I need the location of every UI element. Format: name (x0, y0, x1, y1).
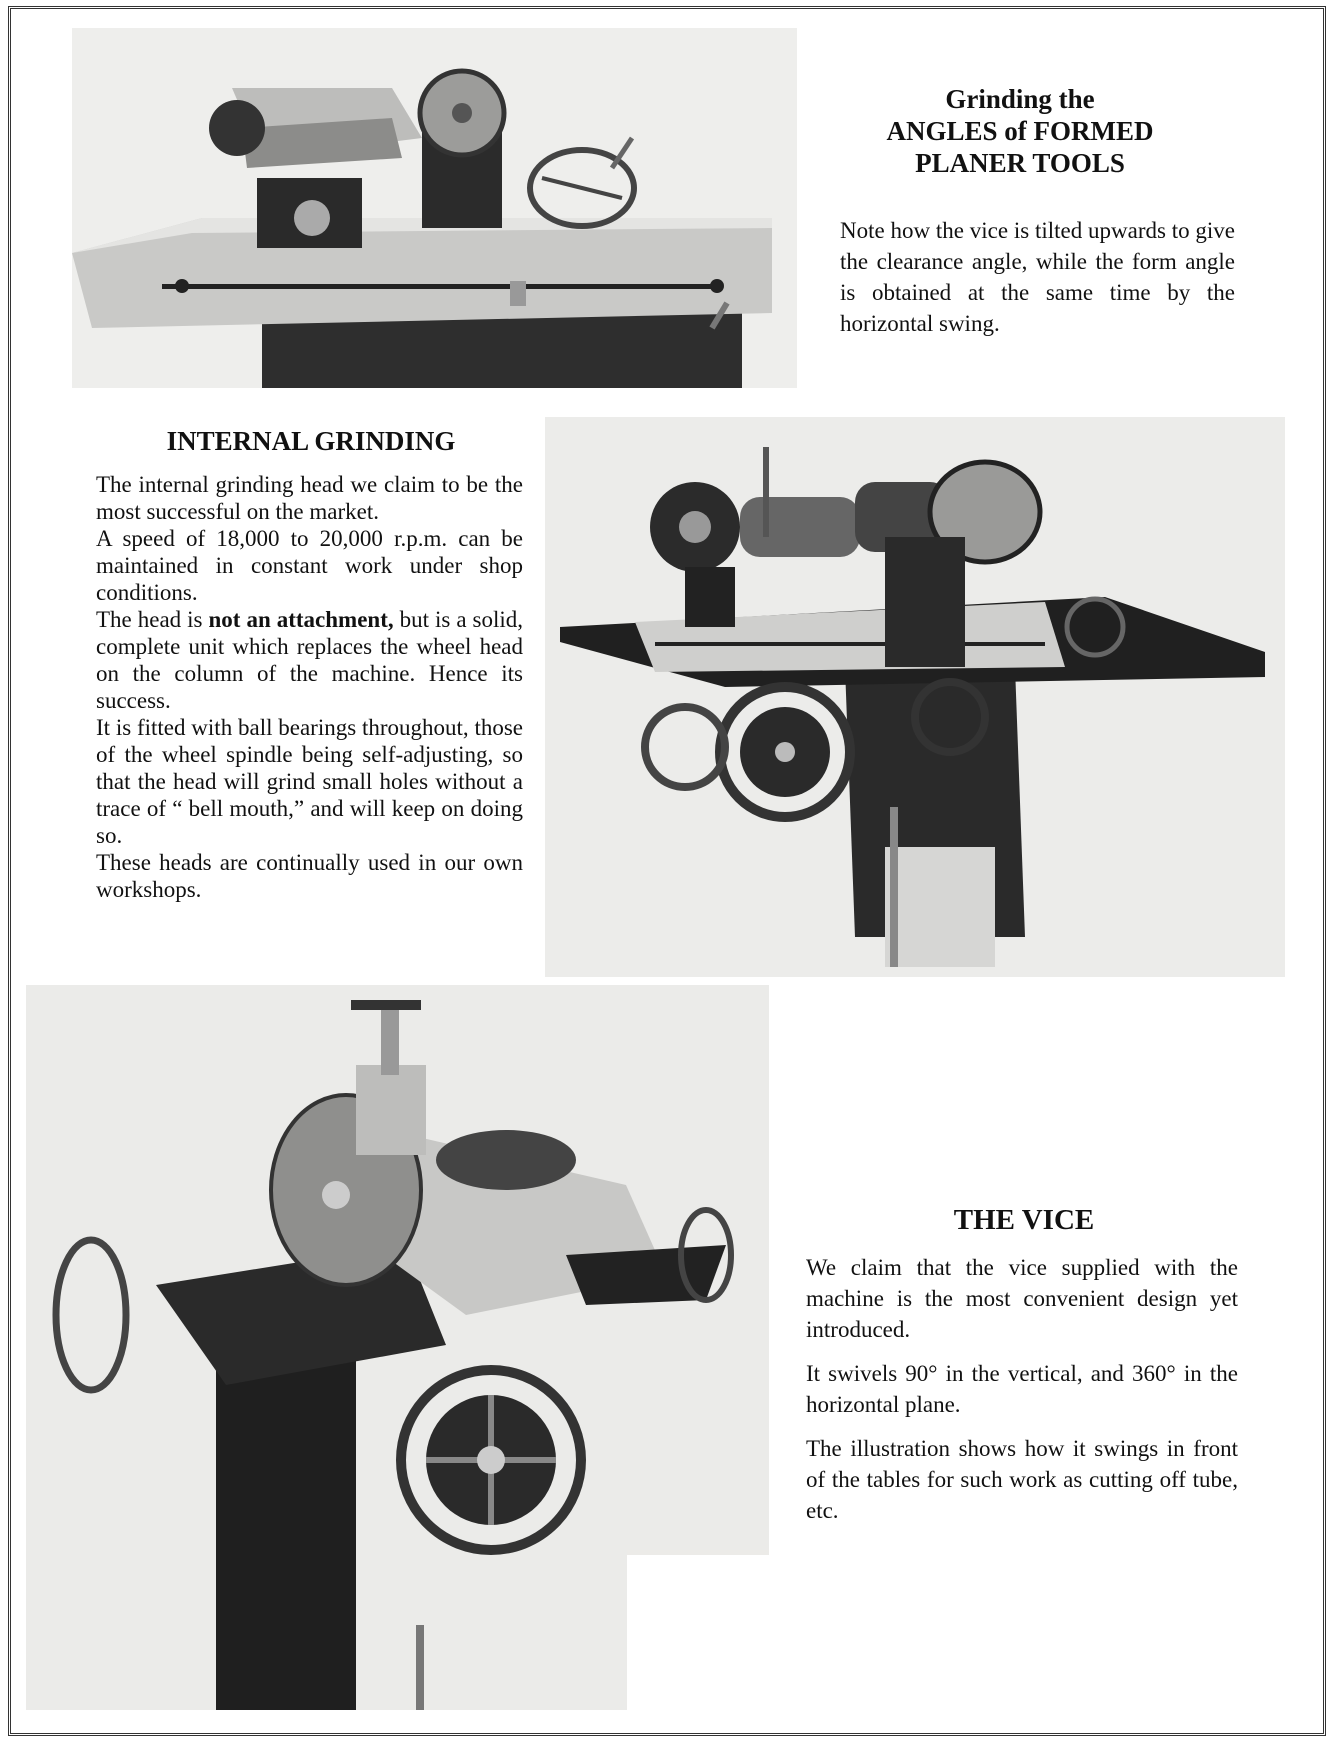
internal-paragraph-3-bold: not an attachment, (208, 607, 394, 632)
body-formed-tools (840, 215, 1235, 339)
heading-the-vice: THE VICE (953, 1204, 1095, 1236)
heading-formed-tools (840, 84, 1200, 180)
heading-formed-tools-line2: ANGLES of FORMED (886, 115, 1154, 146)
internal-paragraph-3-end: but is a solid, complete unit which replaces the wheel head on the column of the machine. Hence its success. (96, 607, 524, 713)
internal-paragraph-2: A speed of 18,000 to 20,000 r.p.m. can be maintained in constant work under shop conditions. (96, 526, 523, 605)
formed-tools-paragraph: Note how the vice is tilted upwards to give the clearance angle, while the form angle is obtained at the same time by the horizontal swing. (840, 218, 1235, 336)
vice-paragraph-2: It swivels 90° in the vertical, and 360° in the horizontal plane. (806, 1361, 1238, 1417)
internal-paragraph-4: It is fitted with ball bearings throughout, those of the wheel spindle being self-adjusting, so that the head will grind small holes without a trace of “ bell mouth,” and will keep on doing so. (96, 715, 523, 848)
machine-illustration-2 (545, 417, 1285, 977)
photo-internal-grinding-head (545, 417, 1285, 977)
heading-formed-tools-line3: PLANER TOOLS (915, 147, 1125, 178)
body-the-vice (806, 1252, 1238, 1539)
vice-paragraph-3: The illustration shows how it swings in front of the tables for such work as cutting off tube, etc. (806, 1436, 1238, 1523)
internal-paragraph-1: The internal grinding head we claim to be the most successful on the market. (96, 472, 523, 524)
machine-illustration-3 (26, 985, 769, 1710)
machine-illustration-1 (72, 28, 797, 388)
heading-internal-grinding: INTERNAL GRINDING (166, 426, 456, 456)
body-internal-grinding (96, 471, 523, 903)
internal-paragraph-5: These heads are continually used in our own workshops. (96, 850, 523, 902)
vice-paragraph-1: We claim that the vice supplied with the machine is the most convenient design yet introduced. (806, 1255, 1238, 1342)
photo-formed-tools-grinding (72, 28, 797, 388)
heading-formed-tools-line1: Grinding the (945, 84, 1095, 114)
internal-paragraph-3-start: The head is (96, 607, 203, 632)
internal-paragraph-3 (96, 606, 523, 714)
